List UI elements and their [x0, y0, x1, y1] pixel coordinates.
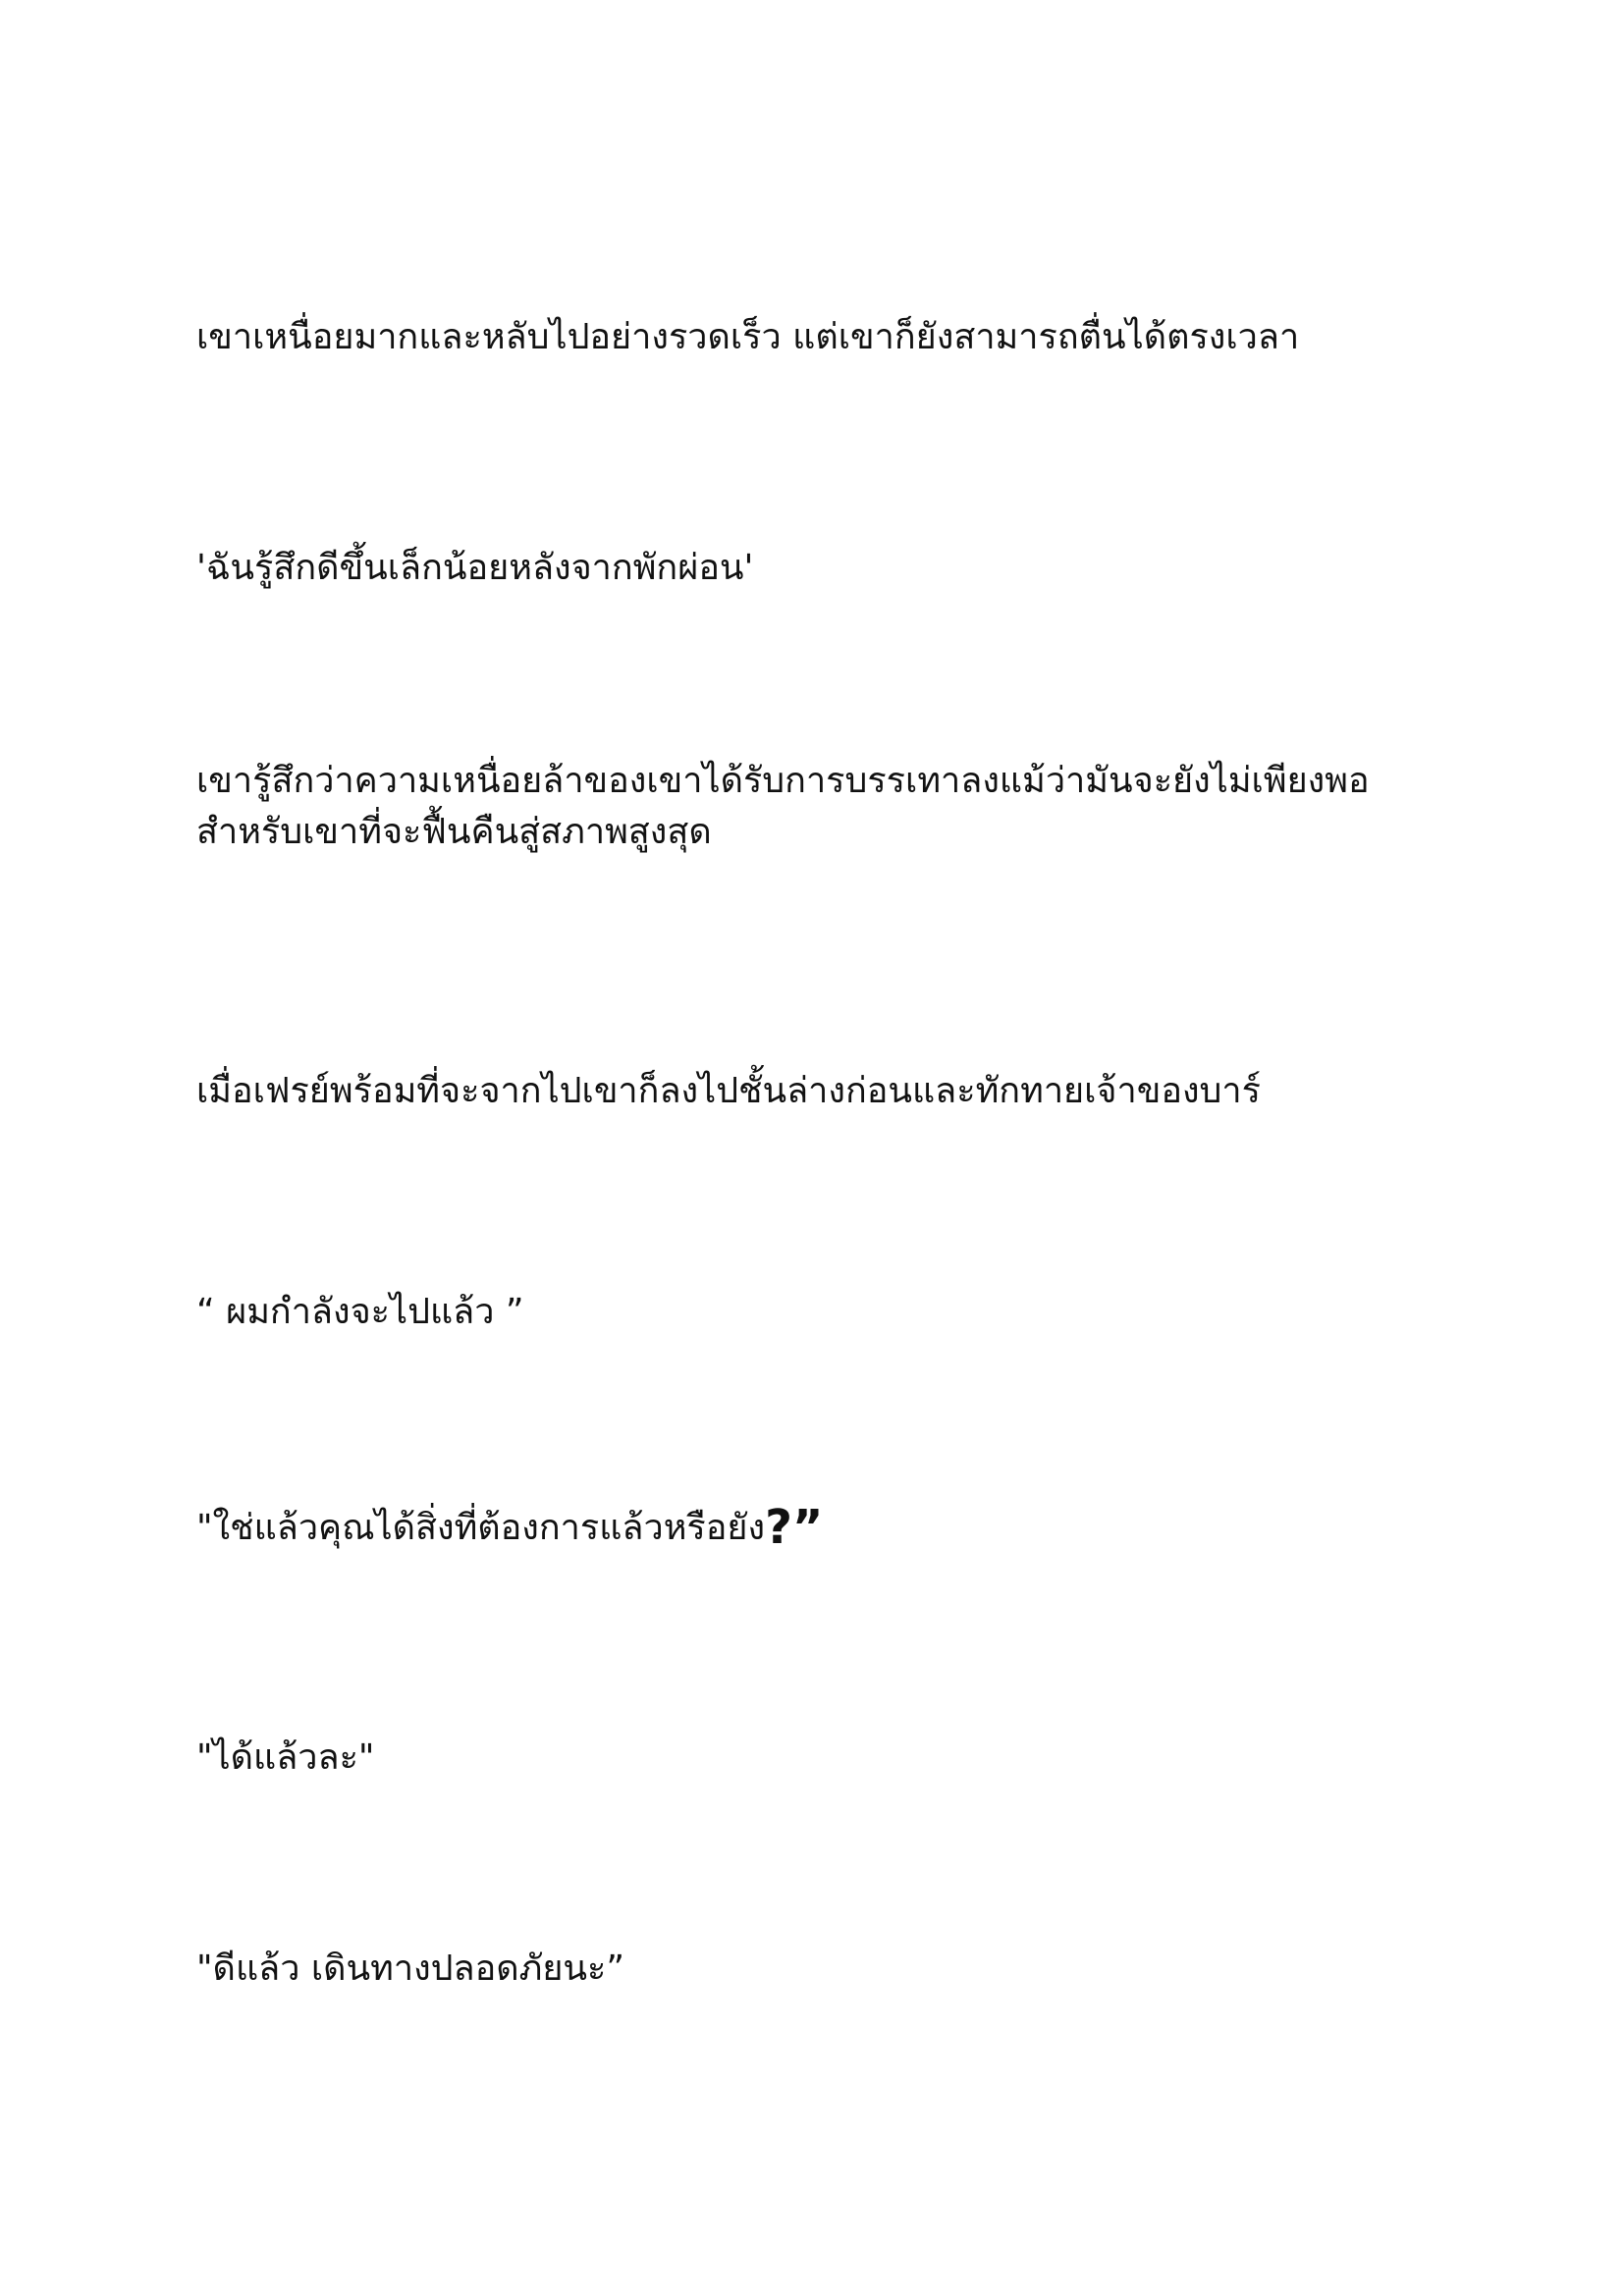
- paragraph-3-line-1: เขารู้สึกว่าความเหนื่อยล้าของเขาได้รับการบรรเทาลงแม้ว่ามันจะยังไม่เพียงพอ: [196, 761, 1370, 801]
- paragraph-5-text: “ ผมกำลังจะไปแล้ว ”: [196, 1292, 524, 1332]
- paragraph-1-text: เขาเหนื่อยมากและหลับไปอย่างรวดเร็ว แต่เขาก็ยังสามารถตื่นได้ตรงเวลา: [196, 317, 1300, 357]
- paragraph-7: [196, 1733, 1473, 1784]
- paragraph-4-text: เมื่อเฟรย์พร้อมที่จะจากไปเขาก็ลงไปชั้นล่างก่อนและทักทายเจ้าของบาร์: [196, 1071, 1261, 1111]
- paragraph-7-text: "ได้แล้วละ": [196, 1737, 375, 1778]
- paragraph-2: [196, 543, 1473, 594]
- paragraph-6: [196, 1502, 1473, 1554]
- paragraph-8: [196, 1944, 1473, 1995]
- paragraph-6-text: "ใช่แล้วคุณได้สิ่งที่ต้องการแล้วหรือยัง: [196, 1508, 766, 1548]
- paragraph-4: [196, 1066, 1473, 1117]
- paragraph-3-line-2: สำหรับเขาที่จะฟื้นคืนสู่สภาพสูงสุด: [196, 812, 712, 852]
- paragraph-3: [196, 756, 1473, 858]
- paragraph-6-end-mark: ?”: [765, 1500, 824, 1555]
- paragraph-2-text: 'ฉันรู้สึกดีขึ้นเล็กน้อยหลังจากพักผ่อน': [196, 548, 754, 588]
- paragraph-8-text: "ดีแล้ว เดินทางปลอดภัยนะ”: [196, 1949, 625, 1989]
- paragraph-1: [196, 312, 1473, 363]
- paragraph-5: [196, 1287, 1473, 1338]
